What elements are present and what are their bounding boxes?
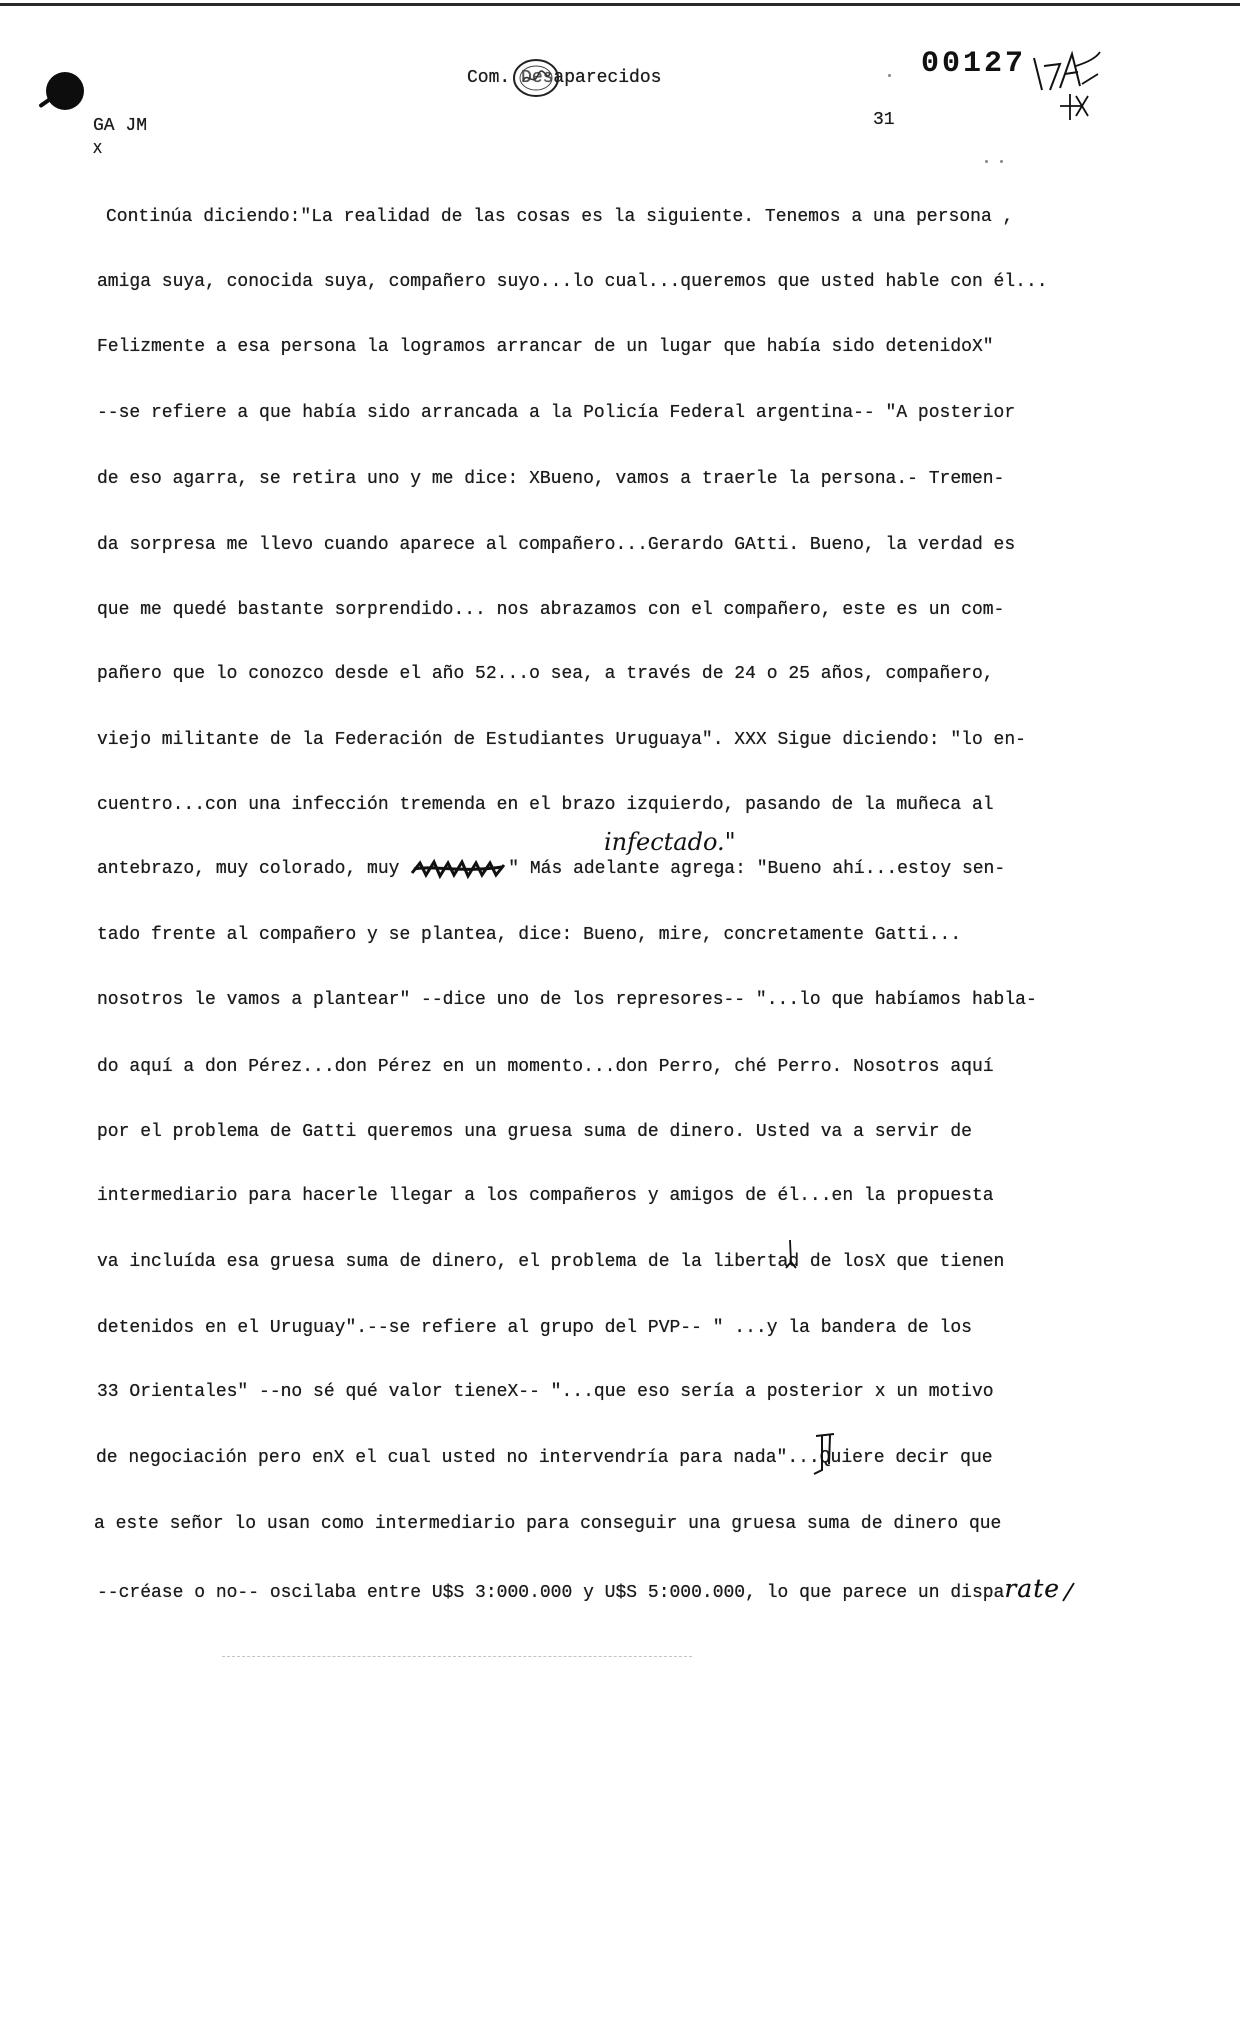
body-line-11-after: " Más adelante agrega: "Bueno ahí...estoy sen- <box>508 859 1006 879</box>
handwritten-slash-icon <box>1060 1577 1076 1603</box>
struck-out-word <box>410 857 508 881</box>
scribble-icon <box>410 857 508 881</box>
body-line-5: de eso agarra, se retira uno y me dice: XBueno, vamos a traerle la persona.- Tremen- <box>97 469 1005 489</box>
body-line-4: --se refiere a que había sido arrancada a la Policía Federal argentina-- "A posterior <box>97 403 1016 423</box>
body-line-7: que me quedé bastante sorprendido... nos abrazamos con el compañero, este es un com- <box>97 600 1005 620</box>
handwritten-bracket-icon <box>812 1430 838 1478</box>
body-line-16: intermediario para hacerle llegar a los compañeros y amigos de él...en la propuesta <box>97 1186 994 1206</box>
stray-mark <box>888 74 891 77</box>
stray-speck <box>1000 160 1003 163</box>
body-line-15: por el problema de Gatti queremos una gruesa suma de dinero. Usted va a servir de <box>97 1122 972 1142</box>
body-line-22-text: --créase o no-- oscilaba entre U$S 3:000.000 y U$S 5:000.000, lo que parece un dispa <box>97 1583 1005 1603</box>
stamp-circle-icon <box>511 57 561 99</box>
body-line-12: tado frente al compañero y se plantea, dice: Bueno, mire, concretamente Gatti... <box>97 925 962 945</box>
document-number: 00127 <box>921 47 1027 81</box>
body-line-2: amiga suya, conocida suya, compañero suyo...lo cual...queremos que usted hable con él... <box>97 272 1048 292</box>
body-line-9: viejo militante de la Federación de Estudiantes Uruguaya". XXX Sigue diciendo: "lo en- <box>97 730 1026 750</box>
body-line-8: pañero que lo conozco desde el año 52...o sea, a través de 24 o 25 años, compañero, <box>97 664 994 684</box>
initials-mark: X <box>93 141 103 158</box>
body-line-14: do aquí a don Pérez...don Pérez en un momento...don Perro, ché Perro. Nosotros aquí <box>97 1057 994 1077</box>
body-line-18: detenidos en el Uruguay".--se refiere al grupo del PVP-- " ...y la bandera de los <box>97 1318 972 1338</box>
body-line-11 <box>97 857 1005 881</box>
faint-bottom-rule <box>222 1656 692 1657</box>
handwritten-correction: infectado." <box>604 828 736 856</box>
ink-blot <box>46 72 84 110</box>
stamped-syllable-text: Des <box>521 68 554 88</box>
title-suffix: aparecidos <box>553 68 662 88</box>
body-line-3: Felizmente a esa persona la logramos arrancar de un lugar que había sido detenidoX" <box>97 337 994 357</box>
page-number: 31 <box>873 110 895 130</box>
body-line-19: 33 Orientales" --no sé qué valor tieneX-- "...que eso sería a posterior x un motivo <box>97 1382 994 1402</box>
body-line-6: da sorpresa me llevo cuando aparece al compañero...Gerardo GAtti. Bueno, la verdad es <box>97 535 1016 555</box>
body-line-11-before: antebrazo, muy colorado, muy <box>97 859 411 879</box>
title-prefix: Com. <box>467 68 522 88</box>
handwritten-insert-mark-icon <box>784 1238 798 1272</box>
body-line-10: cuentro...con una infección tremenda en el brazo izquierdo, pasando de la muñeca al <box>97 795 994 815</box>
body-line-13: nosotros le vamos a plantear" --dice uno de los represores-- "...lo que habíamos habla- <box>97 990 1037 1010</box>
body-line-17: va incluída esa gruesa suma de dinero, el problema de la libertad de losX que tienen <box>97 1252 1005 1272</box>
stamped-syllable <box>521 66 553 90</box>
handwritten-ending: rate <box>1004 1574 1061 1603</box>
body-line-21: a este señor lo usan como intermediario para conseguir una gruesa suma de dinero que <box>94 1514 1002 1534</box>
stray-speck <box>985 160 988 163</box>
typist-initials: GA JM <box>93 116 148 136</box>
body-line-1: Continúa diciendo:"La realidad de las cosas es la siguiente. Tenemos a una persona , <box>106 207 1014 227</box>
top-edge-rule <box>0 3 1240 6</box>
department-title <box>467 66 661 90</box>
body-line-20: de negociación pero enX el cual usted no intervendría para nada"...Quiere decir que <box>96 1448 993 1468</box>
body-line-22 <box>97 1574 1076 1605</box>
handwritten-folio-mark-icon <box>1030 44 1102 128</box>
